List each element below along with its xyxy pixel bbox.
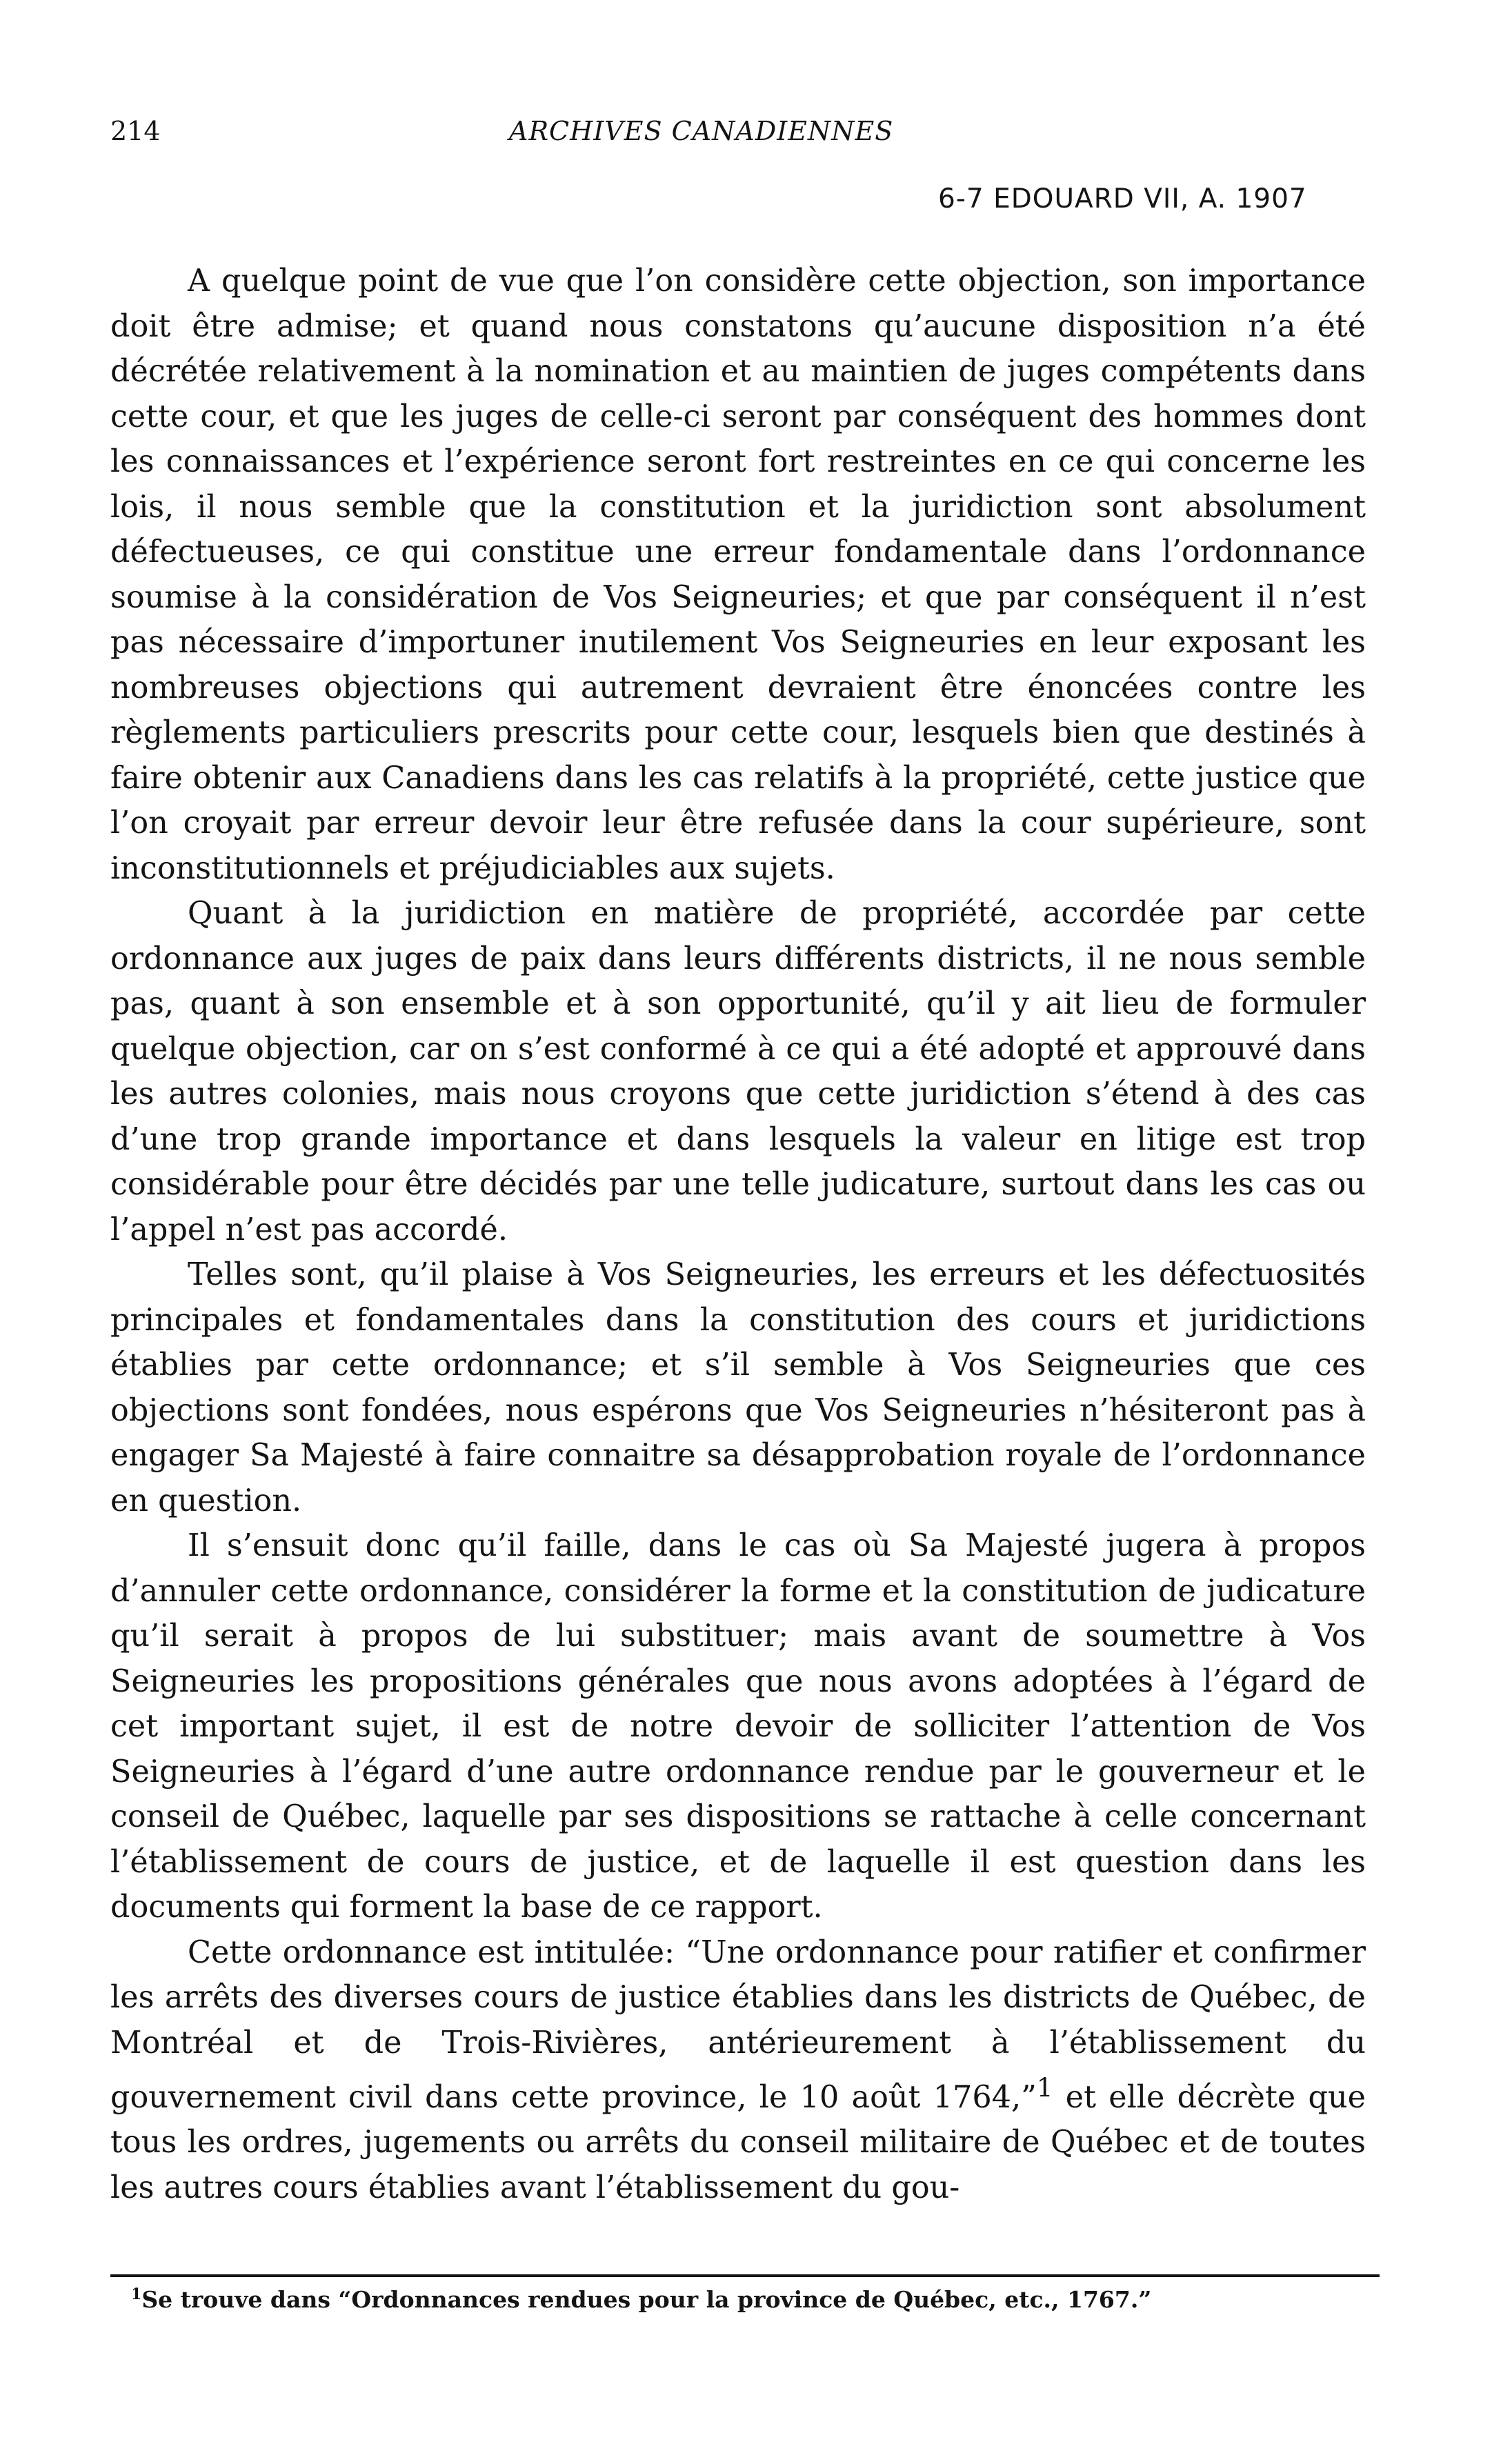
footnote-text: Se trouve dans “Ordonnances rendues pour la province de Québec, etc., 1767.” bbox=[141, 2286, 1152, 2313]
footnote-divider bbox=[110, 2274, 1380, 2277]
page-number: 214 bbox=[110, 116, 161, 146]
paragraph bbox=[110, 1930, 1366, 2211]
paragraph: Il s’ensuit donc qu’il faille, dans le cas où Sa Majesté jugera à propos d’annuler cette ordonnance, considérer la forme et la constitution de judicature qu’il serait à propos de lui substituer; mais avant de soumettre à Vos Seigneuries les propositions générales que nous avons adoptées à l’égard de cet important sujet, il est de notre devoir de solliciter l’attention de Vos Seigneuries à l’égard d’une autre ordonnance rendue par le gouverneur et le conseil de Québec, laquelle par ses dispositions se rattache à celle concernant l’établissement de cours de justice, et de laquelle il est question dans les documents qui forment la base de ce rapport. bbox=[110, 1528, 1366, 1925]
body-text bbox=[110, 259, 1366, 2210]
paragraph-text: et elle décrète que tous les ordres, jugements ou arrêts du conseil militaire de Québec et de toutes les autres cours établies avant l’établissement du gou- bbox=[110, 2079, 1366, 2205]
footnote-reference: 1 bbox=[1036, 2073, 1053, 2103]
footnote bbox=[131, 2285, 1151, 2313]
edition-reference: 6-7 EDOUARD VII, A. 1907 bbox=[938, 183, 1307, 214]
paragraph: A quelque point de vue que l’on considère cette objection, son importance doit être admise; et quand nous constatons qu’aucune disposition n’a été décrétée relativement à la nomination et au maintien de juges compétents dans cette cour, et que les juges de celle-ci seront par conséquent des hommes dont les connaissances et l’expérience seront fort restreintes en ce qui concerne les lois, il nous semble que la constitution et la juridiction sont absolument défectueuses, ce qui constitue une erreur fondamentale dans l’ordonnance soumise à la considération de Vos Seigneuries; et que par conséquent il n’est pas nécessaire d’importuner inutilement Vos Seigneuries en leur exposant les nombreuses objections qui autrement devraient être énoncées contre les règlements particuliers prescrits pour cette cour, lesquels bien que destinés à faire obtenir aux Canadiens dans les cas relatifs à la propriété, cette justice que l’on croyait par erreur devoir leur être refusée dans la cour supérieure, sont inconstitutionnels et préjudiciables aux sujets. bbox=[110, 263, 1366, 886]
paragraph: Telles sont, qu’il plaise à Vos Seigneuries, les erreurs et les défectuosités principales et fondamentales dans la constitution des cours et juridictions établies par cette ordonnance; et s’il semble à Vos Seigneuries que ces objections sont fondées, nous espérons que Vos Seigneuries n’hésiteront pas à engager Sa Majesté à faire connaitre sa désapprobation royale de l’ordonnance en question. bbox=[110, 1257, 1366, 1519]
paragraph-text: Cette ordonnance est intitulée: “Une ordonnance pour ratifier et confirmer les arrêts des diverses cours de justice établies dans les districts de Québec, de Montréal et de Trois-Rivières, antérieurement à l’établissement du gouvernement civil dans cette province, le 10 août 1764,” bbox=[110, 1934, 1366, 2115]
footnote-marker: 1 bbox=[131, 2285, 142, 2303]
running-title: ARCHIVES CANADIENNES bbox=[509, 116, 894, 146]
paragraph: Quant à la juridiction en matière de propriété, accordée par cette ordonnance aux juges de paix dans leurs différents districts, il ne nous semble pas, quant à son ensemble et à son opportunité, qu’il y ait lieu de formuler quelque objection, car on s’est conformé à ce qui a été adopté et approuvé dans les autres colonies, mais nous croyons que cette juridiction s’étend à des cas d’une trop grande importance et dans lesquels la valeur en litige est trop considérable pour être décidés par une telle judicature, surtout dans les cas ou l’appel n’est pas accordé. bbox=[110, 896, 1366, 1248]
